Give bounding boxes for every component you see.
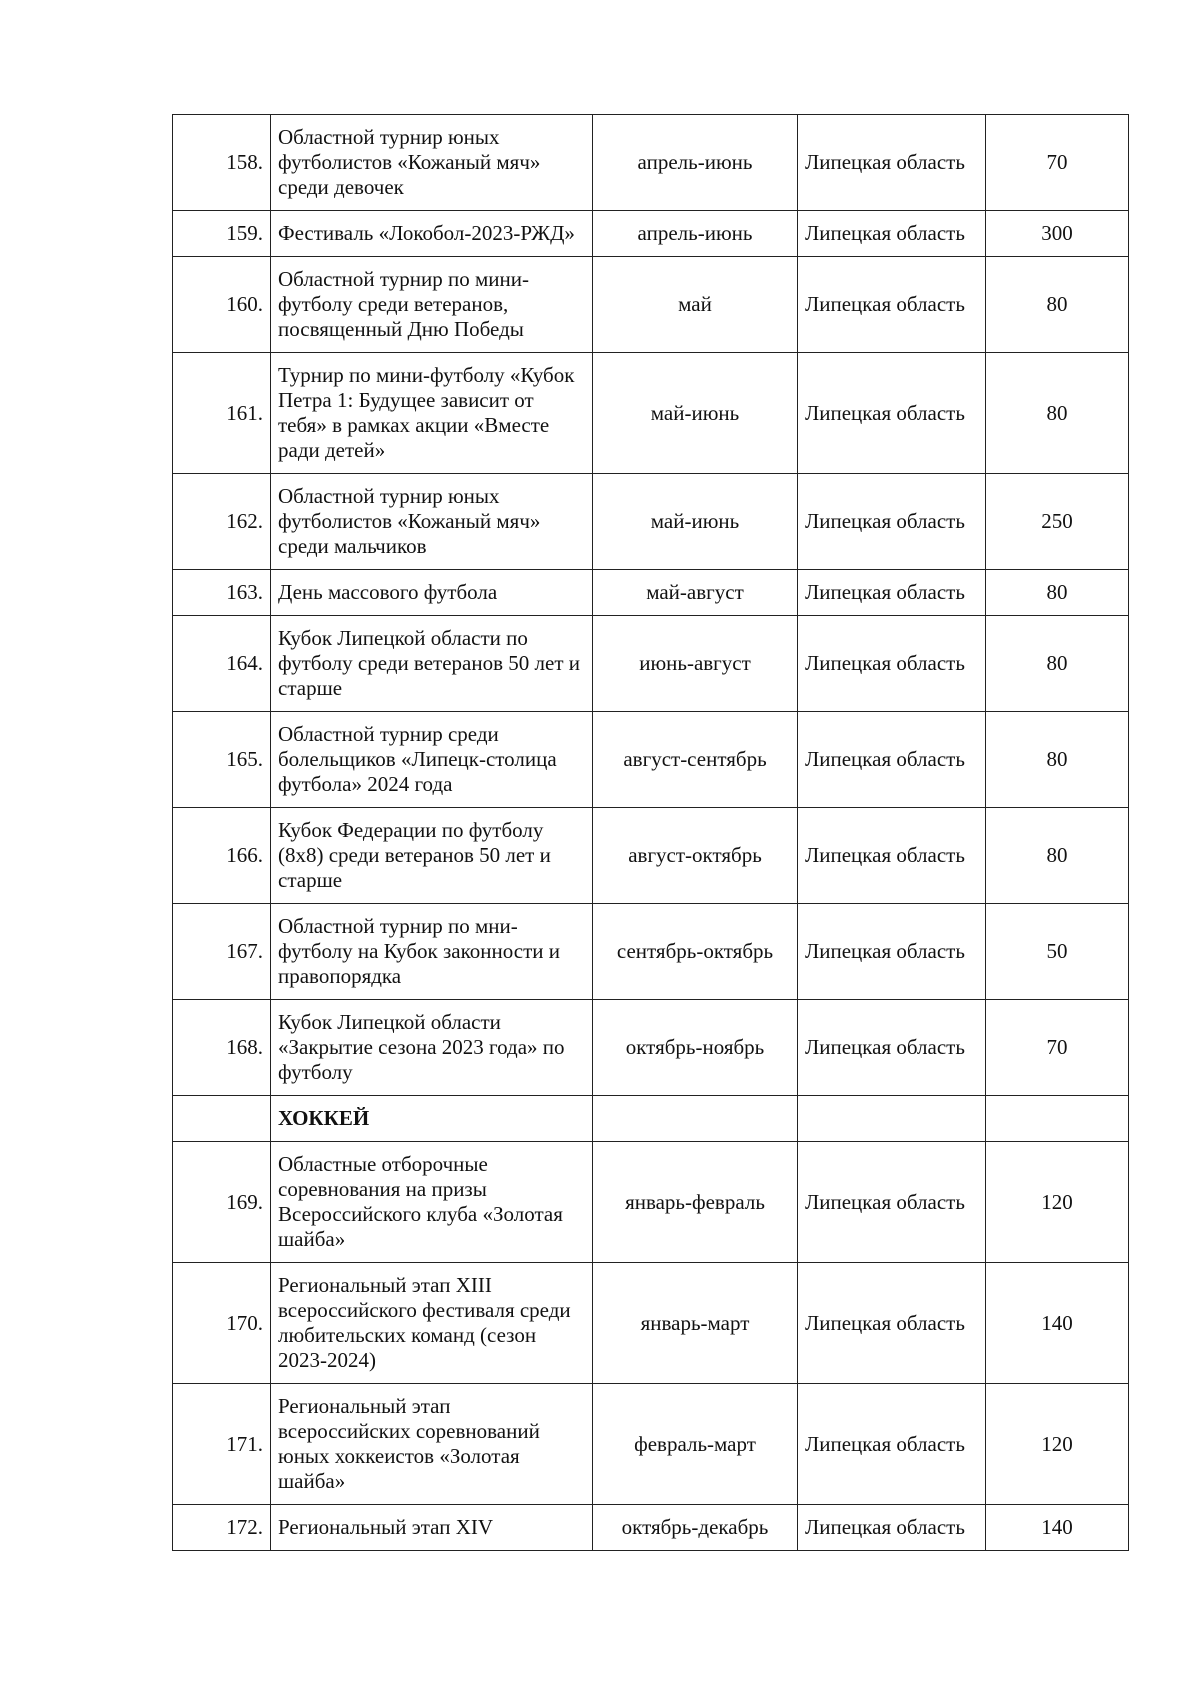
event-title: Областной турнир юных футболистов «Кожаный мяч» среди девочек <box>271 115 593 211</box>
event-period: октябрь-декабрь <box>593 1505 798 1551</box>
participant-count: 140 <box>986 1263 1129 1384</box>
event-place: Липецкая область <box>798 1000 986 1096</box>
table-row <box>173 474 1129 570</box>
event-title: Областной турнир по мни-футболу на Кубок законности и правопорядка <box>271 904 593 1000</box>
table-row <box>173 353 1129 474</box>
event-period: июнь-август <box>593 616 798 712</box>
event-title: Кубок Липецкой области по футболу среди ветеранов 50 лет и старше <box>271 616 593 712</box>
event-period: май-июнь <box>593 474 798 570</box>
row-number: 171. <box>173 1384 271 1505</box>
event-title: Региональный этап XIV <box>271 1505 593 1551</box>
event-title: Областной турнир юных футболистов «Кожаный мяч» среди мальчиков <box>271 474 593 570</box>
participant-count: 300 <box>986 211 1129 257</box>
table-row <box>173 257 1129 353</box>
row-number: 165. <box>173 712 271 808</box>
participant-count: 70 <box>986 1000 1129 1096</box>
table-row <box>173 1142 1129 1263</box>
row-number: 168. <box>173 1000 271 1096</box>
event-title: Областные отборочные соревнования на призы Всероссийского клуба «Золотая шайба» <box>271 1142 593 1263</box>
row-number: 170. <box>173 1263 271 1384</box>
participant-count: 120 <box>986 1384 1129 1505</box>
event-period: май <box>593 257 798 353</box>
event-place: Липецкая область <box>798 257 986 353</box>
event-period: октябрь-ноябрь <box>593 1000 798 1096</box>
participant-count: 80 <box>986 257 1129 353</box>
table-row <box>173 1384 1129 1505</box>
event-period: май-август <box>593 570 798 616</box>
event-period: апрель-июнь <box>593 115 798 211</box>
table-row <box>173 1263 1129 1384</box>
event-period: январь-февраль <box>593 1142 798 1263</box>
event-period: февраль-март <box>593 1384 798 1505</box>
participant-count: 80 <box>986 808 1129 904</box>
event-place: Липецкая область <box>798 1263 986 1384</box>
row-number: 158. <box>173 115 271 211</box>
event-place: Липецкая область <box>798 1142 986 1263</box>
row-number: 167. <box>173 904 271 1000</box>
row-number: 172. <box>173 1505 271 1551</box>
event-place: Липецкая область <box>798 712 986 808</box>
event-title: Региональный этап всероссийских соревнований юных хоккеистов «Золотая шайба» <box>271 1384 593 1505</box>
table-row <box>173 570 1129 616</box>
event-period: январь-март <box>593 1263 798 1384</box>
participant-count: 140 <box>986 1505 1129 1551</box>
empty-cell <box>593 1096 798 1142</box>
event-place: Липецкая область <box>798 115 986 211</box>
empty-cell <box>986 1096 1129 1142</box>
participant-count: 80 <box>986 712 1129 808</box>
event-period: август-сентябрь <box>593 712 798 808</box>
event-period: апрель-июнь <box>593 211 798 257</box>
event-period: сентябрь-октябрь <box>593 904 798 1000</box>
row-number: 166. <box>173 808 271 904</box>
section-row <box>173 1096 1129 1142</box>
participant-count: 120 <box>986 1142 1129 1263</box>
row-number: 163. <box>173 570 271 616</box>
table-row <box>173 808 1129 904</box>
event-period: май-июнь <box>593 353 798 474</box>
event-place: Липецкая область <box>798 1384 986 1505</box>
table-row <box>173 1505 1129 1551</box>
participant-count: 250 <box>986 474 1129 570</box>
row-number: 164. <box>173 616 271 712</box>
participant-count: 80 <box>986 616 1129 712</box>
table-row <box>173 1000 1129 1096</box>
event-place: Липецкая область <box>798 570 986 616</box>
event-title: День массового футбола <box>271 570 593 616</box>
participant-count: 70 <box>986 115 1129 211</box>
event-title: Фестиваль «Локобол-2023-РЖД» <box>271 211 593 257</box>
participant-count: 50 <box>986 904 1129 1000</box>
event-place: Липецкая область <box>798 211 986 257</box>
empty-cell <box>798 1096 986 1142</box>
row-number: 161. <box>173 353 271 474</box>
table-row <box>173 904 1129 1000</box>
event-place: Липецкая область <box>798 616 986 712</box>
event-place: Липецкая область <box>798 1505 986 1551</box>
event-place: Липецкая область <box>798 353 986 474</box>
event-title: Кубок Липецкой области «Закрытие сезона 2023 года» по футболу <box>271 1000 593 1096</box>
participant-count: 80 <box>986 570 1129 616</box>
row-number: 160. <box>173 257 271 353</box>
event-place: Липецкая область <box>798 808 986 904</box>
table-row <box>173 712 1129 808</box>
empty-cell <box>173 1096 271 1142</box>
event-place: Липецкая область <box>798 904 986 1000</box>
event-place: Липецкая область <box>798 474 986 570</box>
row-number: 162. <box>173 474 271 570</box>
event-title: Турнир по мини-футболу «Кубок Петра 1: Будущее зависит от тебя» в рамках акции «Вместе ради детей» <box>271 353 593 474</box>
events-table <box>172 114 1129 1551</box>
participant-count: 80 <box>986 353 1129 474</box>
section-title: ХОККЕЙ <box>271 1096 593 1142</box>
row-number: 159. <box>173 211 271 257</box>
event-title: Областной турнир среди болельщиков «Липецк-столица футбола» 2024 года <box>271 712 593 808</box>
table-row <box>173 616 1129 712</box>
table-row <box>173 211 1129 257</box>
row-number: 169. <box>173 1142 271 1263</box>
table-row <box>173 115 1129 211</box>
event-title: Областной турнир по мини-футболу среди ветеранов, посвященный Дню Победы <box>271 257 593 353</box>
event-title: Кубок Федерации по футболу (8х8) среди ветеранов 50 лет и старше <box>271 808 593 904</box>
event-title: Региональный этап XIII всероссийского фестиваля среди любительских команд (сезон 2023-2024) <box>271 1263 593 1384</box>
event-period: август-октябрь <box>593 808 798 904</box>
